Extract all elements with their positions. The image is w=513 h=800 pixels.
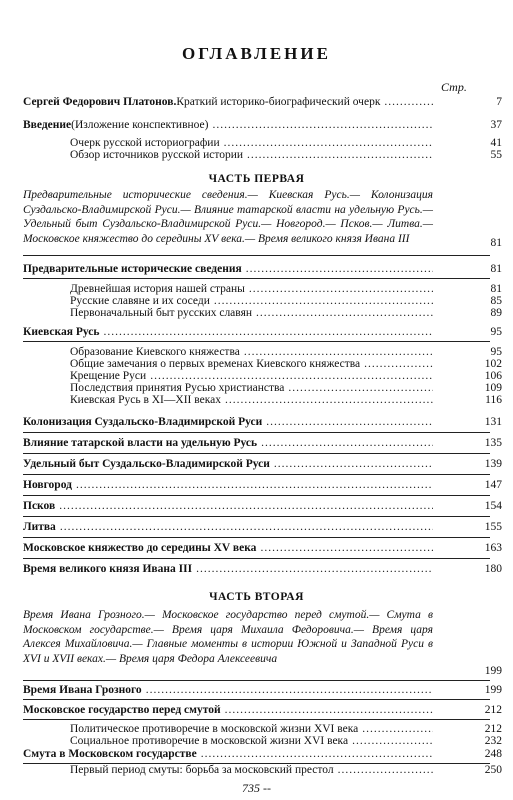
toc-entry-title: Краткий историко-биографический очерк xyxy=(176,96,381,108)
toc-entry-page: 232 xyxy=(484,735,502,747)
toc-entry-title: Крещение Руси xyxy=(70,370,147,382)
toc-entry-title: Общие замечания о первых временах Киевского княжества xyxy=(70,358,361,370)
toc-entry[interactable] xyxy=(0,393,513,408)
toc-entry-title-bold: Время Ивана Грозного xyxy=(23,684,142,696)
toc-entry-page: 131 xyxy=(484,416,502,428)
toc-entry[interactable] xyxy=(0,763,513,778)
toc-entry-page: 106 xyxy=(484,370,502,382)
toc-entry-page: 81 xyxy=(490,283,502,295)
divider xyxy=(23,474,490,475)
toc-entry-page: 199 xyxy=(484,684,502,696)
toc-entry[interactable] xyxy=(0,325,513,340)
toc-entry-title: Киевская Русь в XI—XII веках xyxy=(70,394,221,406)
toc-entry-title: Русские славяне и их соседи xyxy=(70,295,210,307)
divider xyxy=(23,255,490,256)
toc-entry[interactable] xyxy=(0,148,513,163)
part-two-summary-page: 199 xyxy=(484,665,502,677)
toc-entry[interactable] xyxy=(0,118,513,133)
part-one-summary: Предварительные исторические сведения.— Киевская Русь.— Колонизация Суздальско-Владимирской Руси.— Влияние татарской власти на удельную Русь.— Удельный быт Суздальско-Владимирской Руси.— Новгород.— Псков.— Литва.— Московское княжество до середины XV века.— Время великого князя Ивана III xyxy=(23,189,433,245)
toc-entry-title: Социальное противоречие в московской жизни XVI века xyxy=(70,735,349,747)
toc-entry[interactable] xyxy=(0,478,513,493)
toc-entry-page: 41 xyxy=(490,137,502,149)
toc-entry[interactable] xyxy=(0,683,513,698)
toc-entry-page: 95 xyxy=(490,346,502,358)
toc-entry[interactable] xyxy=(0,457,513,472)
toc-entry-page: 116 xyxy=(485,394,502,406)
part-one-summary-page: 81 xyxy=(490,237,502,249)
toc-entry-title-bold: Сергей Федорович Платонов. xyxy=(23,96,177,108)
toc-entry-page: 248 xyxy=(484,748,502,760)
toc-entry-page: 55 xyxy=(490,149,502,161)
toc-entry-page: 147 xyxy=(484,479,502,491)
page-number: 735 -- xyxy=(242,781,271,795)
divider xyxy=(23,432,490,433)
part-one-heading: ЧАСТЬ ПЕРВАЯ xyxy=(208,173,305,185)
toc-entry-page: 154 xyxy=(484,500,502,512)
toc-entry-title-bold: Псков xyxy=(23,500,56,512)
toc-entry-title-bold: Литва xyxy=(23,521,56,533)
toc-entry-page: 163 xyxy=(484,542,502,554)
toc-entry-page: 250 xyxy=(484,764,502,776)
toc-entry-page: 139 xyxy=(484,458,502,470)
toc-entry-title-bold: Киевская Русь xyxy=(23,326,100,338)
toc-entry-title: Политическое противоречие в московской жизни XVI века xyxy=(70,723,359,735)
toc-entry[interactable] xyxy=(0,499,513,514)
toc-entry-page: 81 xyxy=(490,263,502,275)
page-title: ОГЛАВЛЕНИЕ xyxy=(182,44,331,63)
toc-entry-page: 155 xyxy=(484,521,502,533)
divider xyxy=(23,516,490,517)
part-two-summary: Время Ивана Грозного.— Московское государство перед смутой.— Смута в Московском государстве.— Время царя Михаила Федоровича.— Время царя Алексея Михайловича.— Главные моменты в истории Южной и Западной Руси в XVI и XVII веках.— Время царя Федора Алексеевича xyxy=(23,609,433,665)
toc-entry-page: 135 xyxy=(484,437,502,449)
toc-entry-title: Первоначальный быт русских славян xyxy=(70,307,253,319)
toc-entry-title: Образование Киевского княжества xyxy=(70,346,240,358)
toc-entry-title-bold: Предварительные исторические сведения xyxy=(23,263,242,275)
toc-entry[interactable] xyxy=(0,541,513,556)
toc-entry[interactable] xyxy=(0,306,513,321)
toc-entry[interactable] xyxy=(0,703,513,718)
toc-entry-title: Очерк русской историографии xyxy=(70,137,220,149)
divider xyxy=(23,278,490,279)
toc-entry-title: Первый период смуты: борьба за московский престол xyxy=(70,764,334,776)
part-two-heading: ЧАСТЬ ВТОРАЯ xyxy=(209,591,304,603)
divider xyxy=(23,680,490,681)
page-column-label: Стр. xyxy=(441,80,467,94)
toc-entry-title-bold: Введение xyxy=(23,119,72,131)
divider xyxy=(23,719,490,720)
toc-entry-title-bold: Удельный быт Суздальско-Владимирской Руси xyxy=(23,458,270,470)
divider xyxy=(23,699,490,700)
toc-entry-page: 7 xyxy=(496,96,502,108)
toc-entry[interactable] xyxy=(0,436,513,451)
toc-entry-title-bold: Влияние татарской власти на удельную Русь xyxy=(23,437,258,449)
toc-entry-title: Обзор источников русской истории xyxy=(70,149,244,161)
toc-entry-page: 180 xyxy=(484,563,502,575)
toc-entry-title-bold: Московское княжество до середины XV века xyxy=(23,542,257,554)
toc-entry[interactable] xyxy=(0,262,513,277)
toc-entry-page: 212 xyxy=(484,704,502,716)
toc-entry[interactable] xyxy=(0,415,513,430)
divider xyxy=(23,453,490,454)
toc-entry-title: Древнейшая история нашей страны xyxy=(70,283,245,295)
toc-entry-title: Последствия принятия Русью христианства xyxy=(70,382,285,394)
toc-entry-page: 95 xyxy=(490,326,502,338)
toc-entry-title-bold: Колонизация Суздальско-Владимирской Руси xyxy=(23,416,263,428)
toc-entry-title: (Изложение конспективное) xyxy=(71,119,209,131)
divider xyxy=(23,495,490,496)
toc-entry-title-bold: Новгород xyxy=(23,479,72,491)
divider xyxy=(23,341,490,342)
toc-entry-page: 109 xyxy=(484,382,502,394)
toc-entry[interactable] xyxy=(0,747,513,762)
toc-entry-page: 85 xyxy=(490,295,502,307)
toc-entry[interactable] xyxy=(0,520,513,535)
toc-entry-page: 102 xyxy=(484,358,502,370)
toc-entry-title-bold: Время великого князя Ивана III xyxy=(23,563,193,575)
toc-entry-page: 37 xyxy=(490,119,502,131)
toc-entry[interactable] xyxy=(0,562,513,577)
toc-entry[interactable] xyxy=(0,95,513,110)
toc-entry-page: 89 xyxy=(490,307,502,319)
toc-entry-page: 212 xyxy=(484,723,502,735)
divider xyxy=(23,558,490,559)
toc-entry-title-bold: Смута в Московском государстве xyxy=(23,748,197,760)
divider xyxy=(23,537,490,538)
toc-entry-title-bold: Московское государство перед смутой xyxy=(23,704,221,716)
